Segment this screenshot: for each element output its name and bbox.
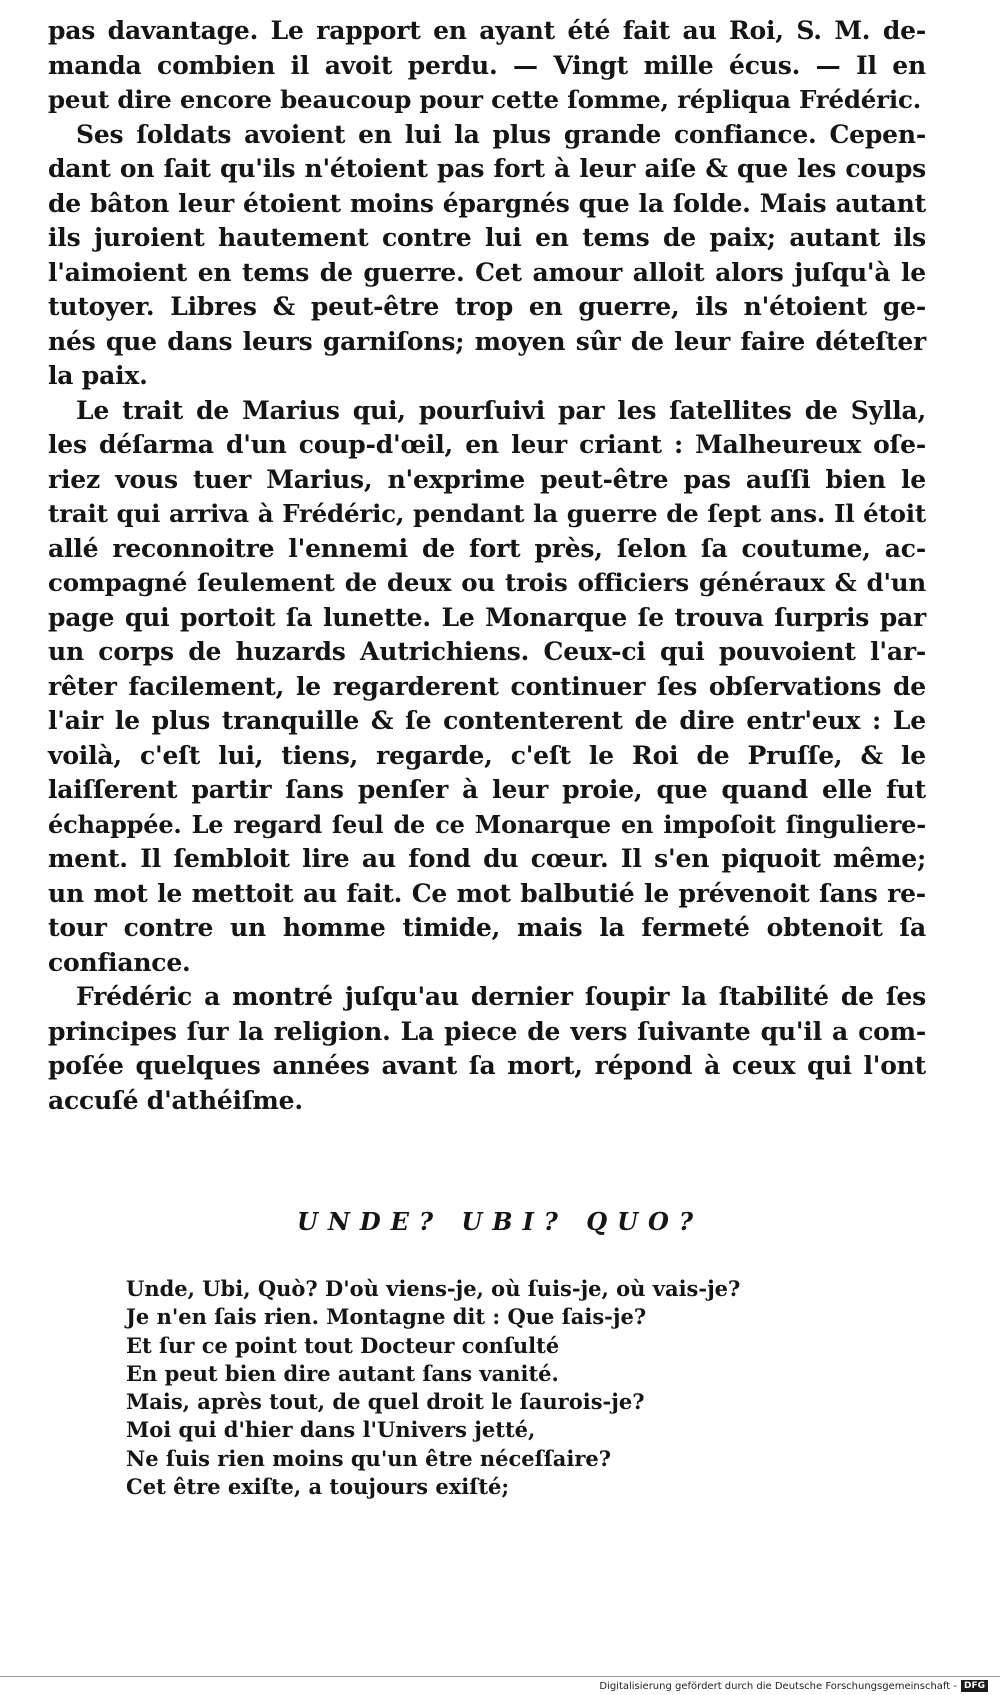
poem-line: Mais, après tout, de quel droit le ſaurois-je?	[126, 1389, 645, 1415]
text-line: poſée quelques années avant ſa mort, répond à ceux qui l'ont	[48, 1051, 926, 1080]
poem-line: Cet être exiſte, a toujours exiſté;	[126, 1474, 510, 1500]
text-line: laiſſerent partir ſans penſer à leur proie, que quand elle fut	[48, 775, 926, 804]
text-line: Frédéric a montré juſqu'au dernier ſoupir la ſtabilité de ſes	[76, 982, 926, 1011]
text-line: rêter facilement, le regarderent continuer ſes obſervations de	[48, 671, 926, 701]
poem-line: Unde, Ubi, Quò? D'où viens-je, où ſuis-je, où vais-je?	[126, 1276, 741, 1301]
text-line: ils juroient hautement contre lui en tems de paix; autant ils	[48, 223, 926, 252]
text-line: principes ſur la religion. La piece de vers ſuivante qu'il a com-	[48, 1016, 926, 1046]
text-line: les déſarma d'un coup-d'œil, en leur criant : Malheureux oſe-	[48, 430, 926, 459]
text-line: pas davantage. Le rapport en ayant été fait au Roi, S. M. de-	[48, 16, 926, 45]
poem-line: Je n'en ſais rien. Montagne dit : Que ſais-je?	[126, 1304, 647, 1330]
text-line: échappée. Le regard ſeul de ce Monarque en impoſoit ſinguliere-	[48, 809, 926, 839]
text-line: accuſé d'athéiſme.	[48, 1085, 303, 1115]
text-line: dant on ſait qu'ils n'étoient pas fort à leur aiſe & que les coups	[48, 154, 926, 183]
poem-line: Ne ſuis rien moins qu'un être néceſſaire?	[126, 1445, 612, 1471]
poem-line: Moi qui d'hier dans l'Univers jetté,	[126, 1417, 536, 1443]
text-line: la paix.	[48, 361, 148, 390]
text-line: confiance.	[48, 947, 191, 977]
poem-line: Et ſur ce point tout Docteur conſulté	[126, 1332, 560, 1358]
text-line: trait qui arriva à Frédéric, pendant la guerre de ſept ans. Il étoit	[48, 499, 926, 528]
text-line: Le trait de Marius qui, pourſuivi par les ſatellites de Sylla,	[76, 395, 926, 425]
prose-body	[48, 14, 926, 1118]
text-line: compagné ſeulement de deux ou trois officiers généraux & d'un	[48, 568, 926, 597]
poem-title: UNDE? UBI? QUO?	[296, 1207, 704, 1236]
text-line: Ses ſoldats avoient en lui la plus grande confiance. Cepen-	[76, 119, 926, 149]
text-line: allé reconnoitre l'ennemi de fort près, ſelon ſa coutume, ac-	[48, 533, 926, 563]
text-line: ment. Il ſembloit lire au fond du cœur. Il s'en piquoit même;	[48, 844, 926, 873]
text-line: nés que dans leurs garniſons; moyen sûr de leur faire déteſter	[48, 326, 926, 356]
text-line: de bâton leur étoient moins épargnés que la ſolde. Mais autant	[48, 188, 926, 218]
text-line: l'aimoient en tems de guerre. Cet amour alloit alors juſqu'à le	[48, 257, 926, 287]
text-line: peut dire encore beaucoup pour cette ſomme, répliqua Frédéric.	[48, 85, 922, 114]
footer-text: Digitalisierung gefördert durch die Deutsche Forschungsgemeinschaft -	[599, 1680, 957, 1692]
poem-body	[126, 1275, 846, 1501]
text-line: un mot le mettoit au fait. Ce mot balbutié le prévenoit ſans re-	[48, 878, 926, 908]
digitization-footer	[599, 1679, 988, 1693]
dfg-logo-icon: DFG	[961, 1680, 988, 1692]
text-line: page qui portoit ſa lunette. Le Monarque ſe trouva ſurpris par	[48, 602, 926, 632]
text-line: l'air le plus tranquille & ſe contenterent de dire entr'eux : Le	[48, 706, 926, 735]
footer-divider	[0, 1676, 1000, 1677]
text-line: tour contre un homme timide, mais la fermeté obtenoit ſa	[48, 913, 926, 942]
poem-line: En peut bien dire autant ſans vanité.	[126, 1360, 559, 1386]
text-line: voilà, c'eſt lui, tiens, regarde, c'eſt le Roi de Pruſſe, & le	[48, 740, 926, 770]
text-line: riez vous tuer Marius, n'exprime peut-être pas auſſi bien le	[48, 464, 926, 494]
text-line: tutoyer. Libres & peut-être trop en guerre, ils n'étoient ge-	[48, 292, 926, 321]
text-line: un corps de huzards Autrichiens. Ceux-ci qui pouvoient l'ar-	[48, 637, 926, 666]
text-line: manda combien il avoit perdu. — Vingt mille écus. — Il en	[48, 50, 926, 80]
